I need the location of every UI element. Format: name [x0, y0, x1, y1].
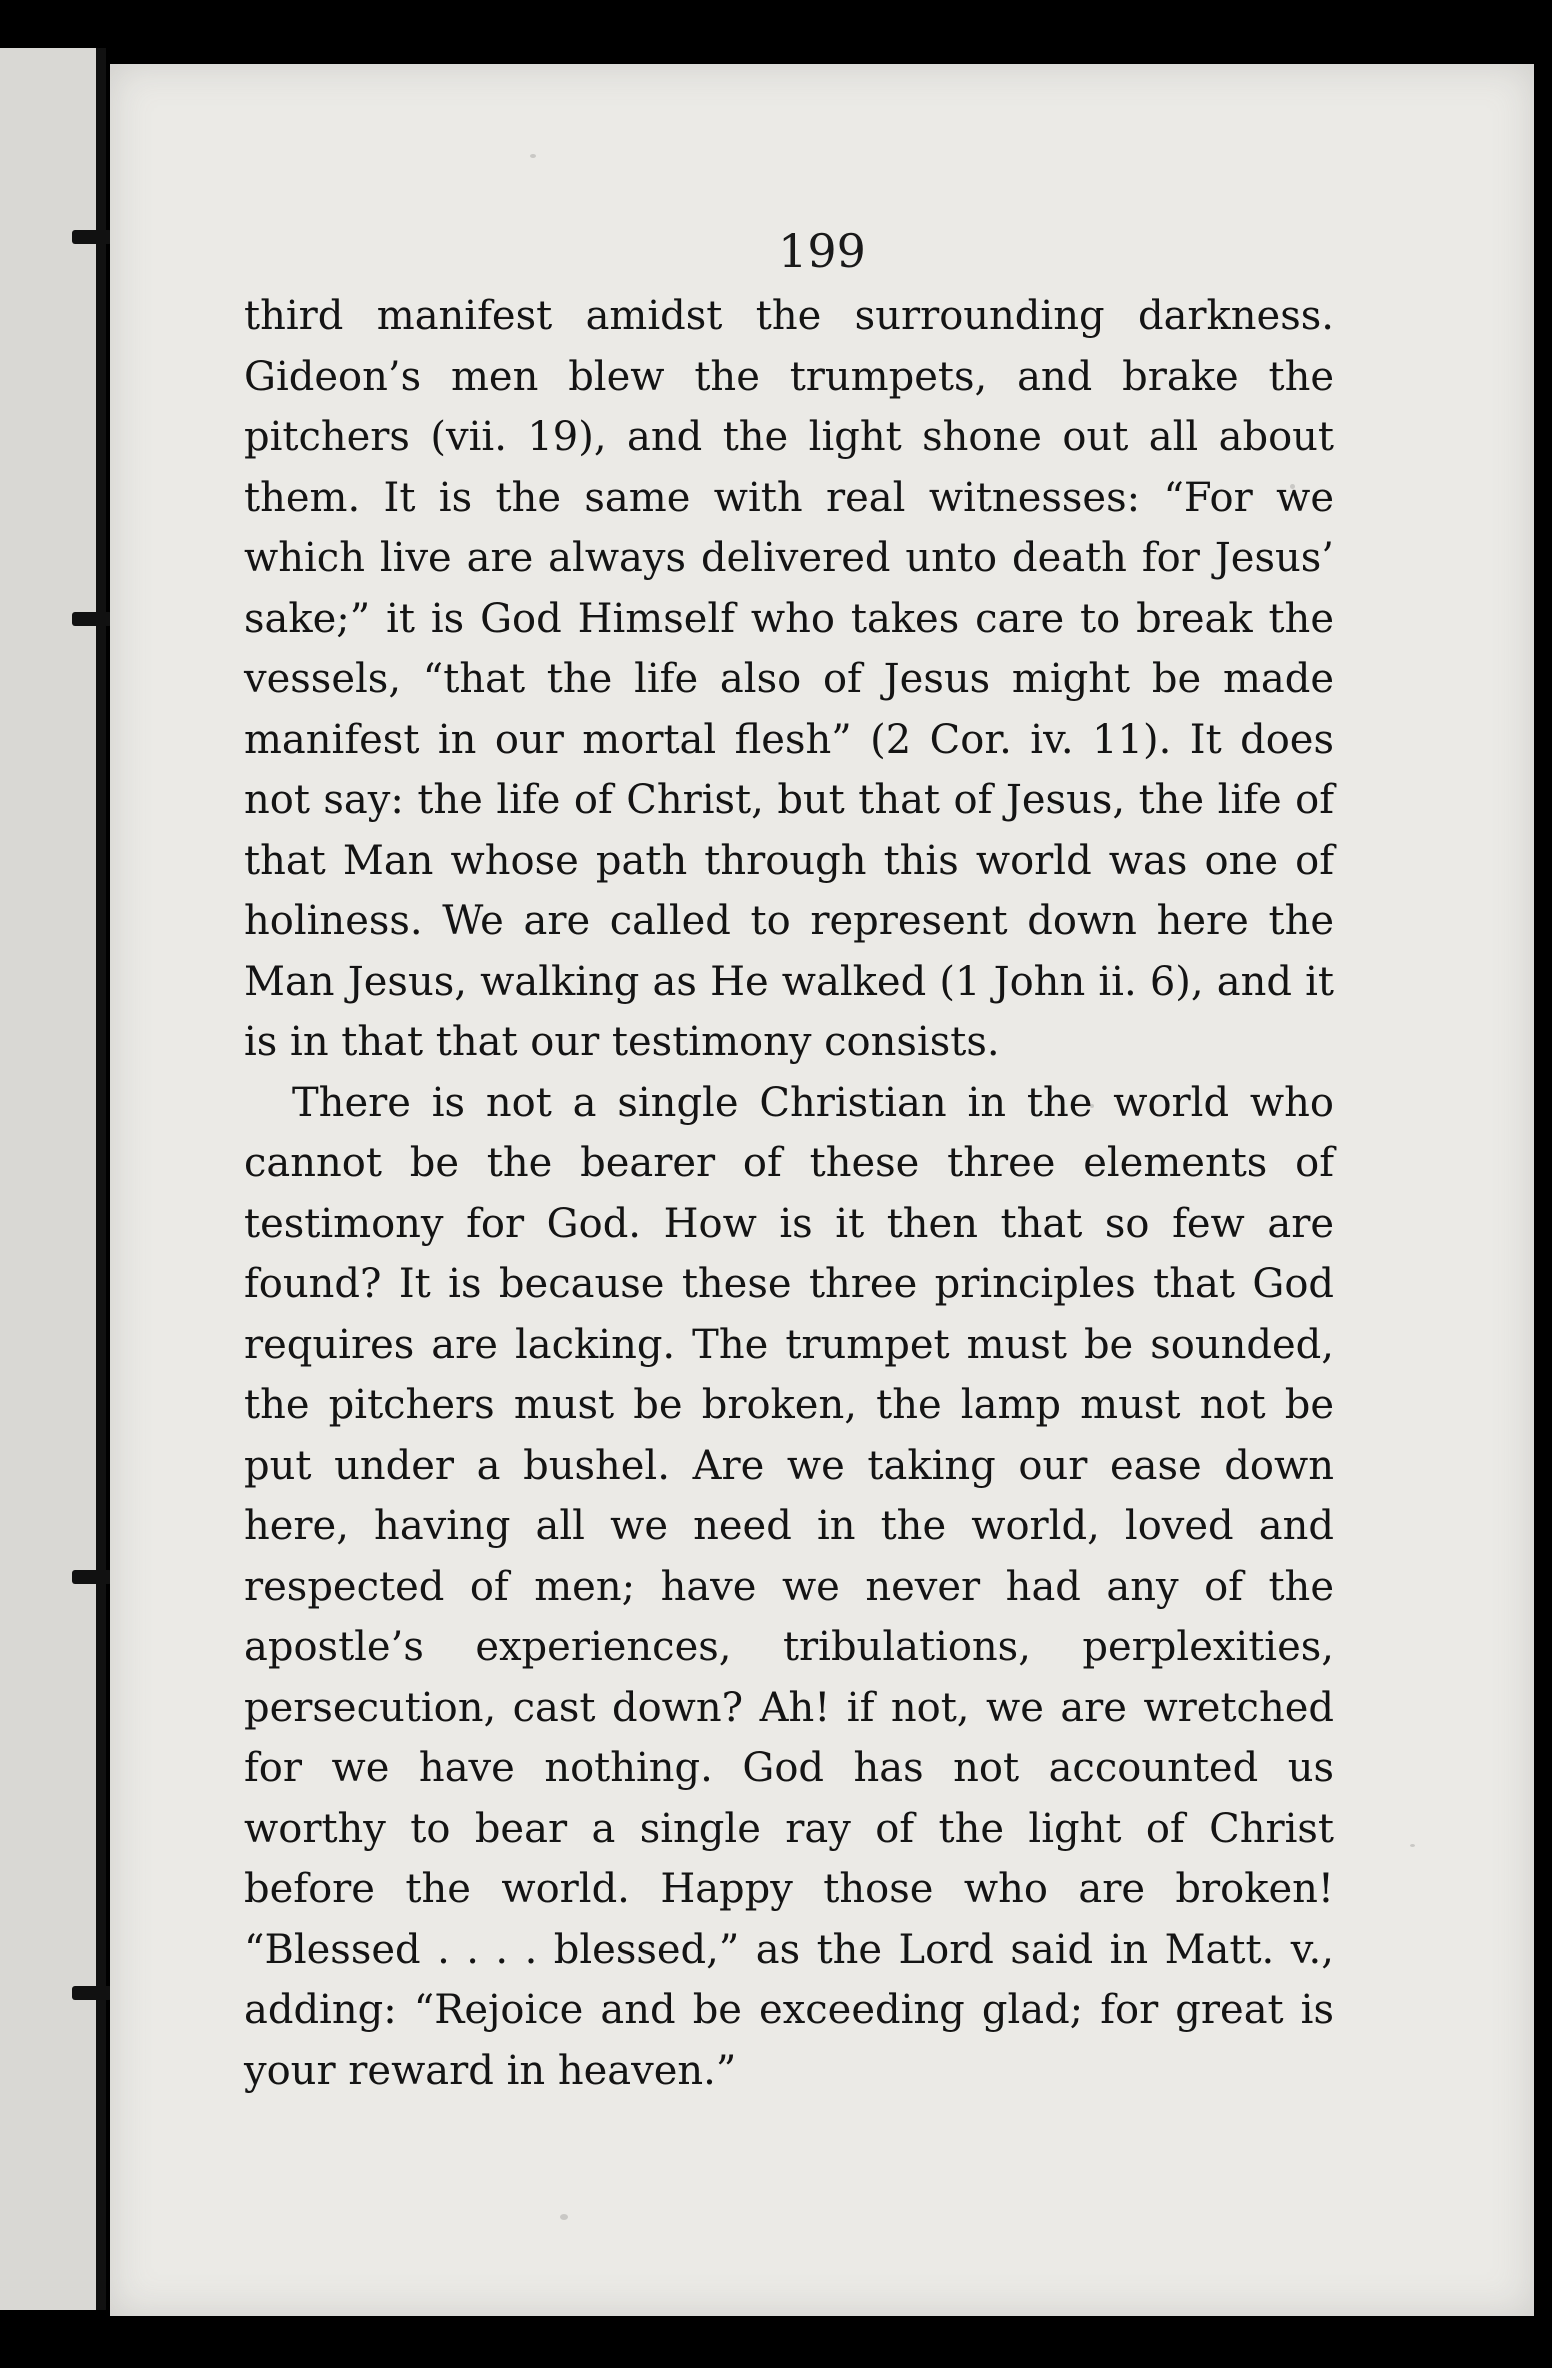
binding-tab [72, 1986, 112, 2000]
paper-speck [560, 2214, 568, 2220]
book-page [110, 64, 1534, 2316]
page-number: 199 [778, 224, 866, 278]
binding-tab [72, 230, 112, 244]
binding-tab [72, 612, 112, 626]
paper-speck [530, 154, 536, 158]
page-text [244, 286, 1334, 2101]
paragraph: third manifest amidst the surrounding darkness. Gideon’s men blew the trumpets, and brake the pitchers (vii. 19), and the light shone out all about them. It is the same with real witnesses: “For we which live are always delivered unto death for Jesus’ sake;” it is God Himself who takes care to break the vessels, “that the life also of Jesus might be made manifest in our mortal flesh” (2 Cor. iv. 11). It does not say: the life of Christ, but that of Jesus, the life of that Man whose path through this world was one of holiness. We are called to represent down here the Man Jesus, walking as He walked (1 John ii. 6), and it is in that that our testimony consists. [244, 293, 1334, 1065]
paragraph: There is not a single Christian in the world who cannot be the bearer of these three elements of testimony for God. How is it then that so few are found? It is because these three principles that God requires are lacking. The trumpet must be sounded, the pitchers must be broken, the lamp must not be put under a bushel. Are we taking our ease down here, having all we need in the world, loved and respected of men; have we never had any of the apostle’s experiences, tribulations, perplexities, persecution, cast down? Ah! if not, we are wretched for we have nothing. God has not accounted us worthy to bear a single ray of the light of Christ before the world. Happy those who are broken! “Blessed . . . . blessed,” as the Lord said in Matt. v., adding: “Rejoice and be exceeding glad; for great is your reward in heaven.” [244, 1079, 1334, 2094]
binding-spine [96, 48, 106, 2310]
binding-tab [72, 1570, 112, 1584]
facing-page-edge [0, 48, 102, 2310]
paper-speck [1410, 1844, 1415, 1847]
